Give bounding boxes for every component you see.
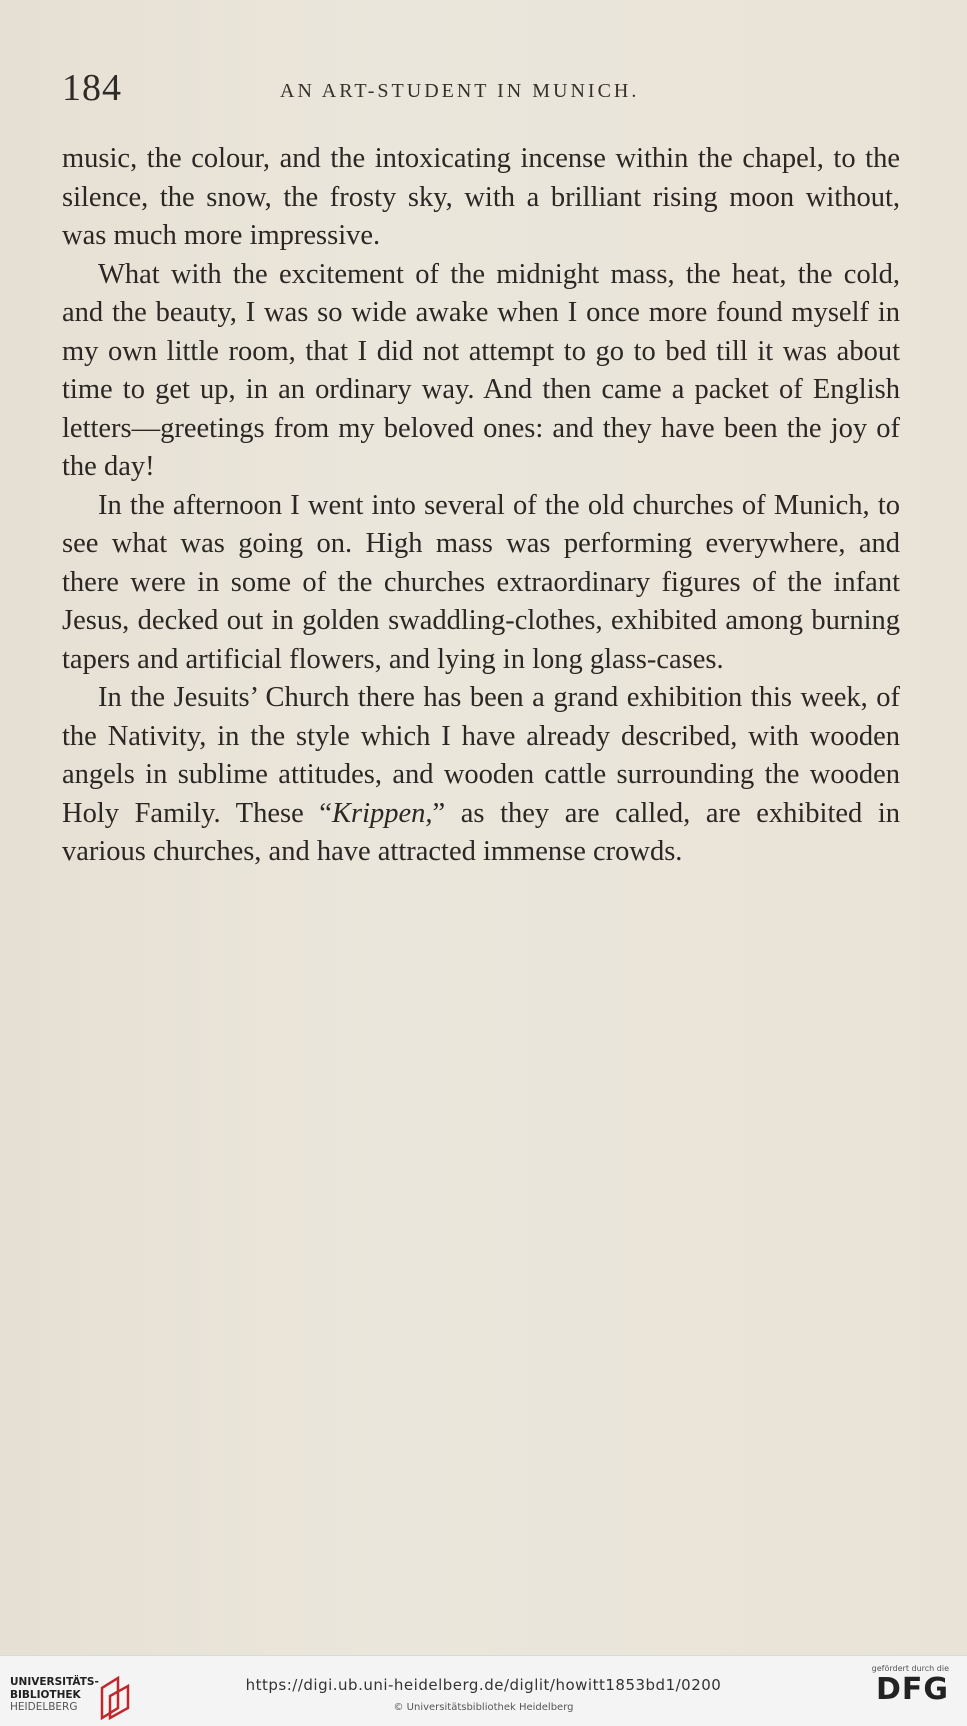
paragraph-4: [62, 679, 900, 872]
running-title: AN ART-STUDENT IN MUNICH.: [280, 80, 640, 102]
paragraph-2: What with the excitement of the midnight mass, the heat, the cold, and the beauty, I was so wide awake when I once more found myself in my own little room, that I did not attempt to go to bed till it was about time to get up, in an ordinary way. And then came a packet of English letters—greetings from my beloved ones: and they have been the joy of the day!: [62, 258, 900, 482]
funder-block: [849, 1664, 949, 1705]
page-number: 184: [62, 67, 122, 109]
body-text: [62, 140, 900, 872]
paragraph-4-end: ” as they are called, are exhibited in various churches, and have attracted immense crowds.: [62, 797, 901, 867]
digitization-footer: [0, 1655, 967, 1726]
copyright-notice: © Universitätsbibliothek Heidelberg: [393, 1702, 574, 1713]
permalink-url[interactable]: https://digi.ub.uni-heidelberg.de/diglit/howitt1853bd1/0200: [245, 1676, 722, 1694]
paragraph-3: In the afternoon I went into several of the old churches of Munich, to see what was going on. High mass was performing everywhere, and there were in some of the churches extraordinary figures of the infant Jesus, decked out in golden swaddling-clothes, exhibited among burning tapers and artificial flowers, and lying in long glass-cases.: [62, 489, 900, 675]
funder-caption: gefördert durch die: [871, 1664, 949, 1673]
library-name-line-3: HEIDELBERG: [10, 1701, 78, 1713]
library-name-line-2: BIBLIOTHEK: [10, 1688, 81, 1701]
paragraph-4-start: In the Jesuits’ Church there has been a grand exhibition this week, of the Nativity, in the style which I have already described, with wooden angels in sublime attitudes, and wooden cattle surrounding the wooden Holy Family. These “: [62, 682, 900, 829]
paragraph-1: music, the colour, and the intoxicating incense within the chapel, to the silence, the snow, the frosty sky, with a brilliant rising moon without, was much more impressive.: [62, 143, 900, 251]
library-name-line-1: UNIVERSITÄTS-: [10, 1676, 99, 1688]
dfg-logo[interactable]: DFG: [875, 1672, 949, 1707]
krippen-italic: Krippen,: [331, 797, 433, 829]
running-head: [62, 66, 902, 109]
